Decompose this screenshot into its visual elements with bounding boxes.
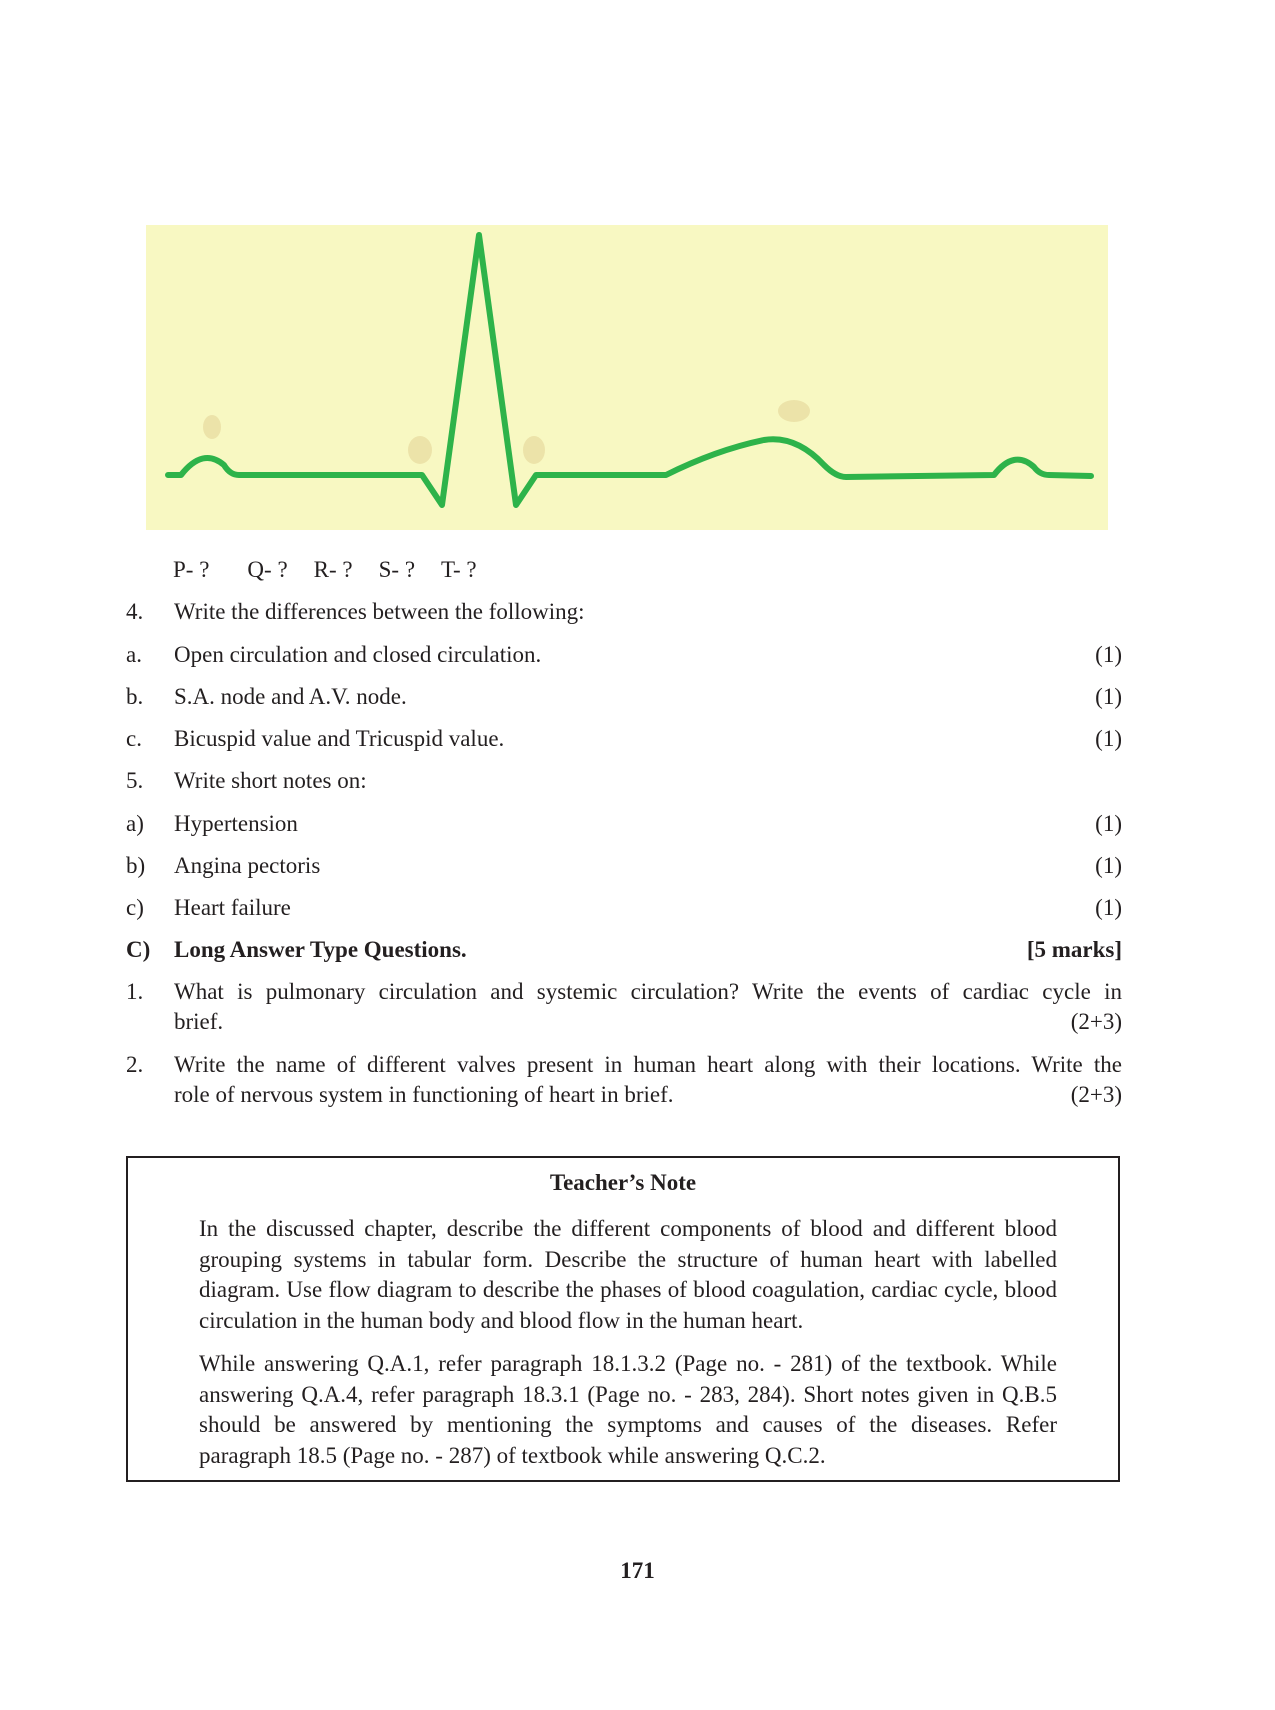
item-marks: (1) <box>1095 895 1122 920</box>
section-title: Long Answer Type Questions. <box>174 937 467 962</box>
p-marker-icon <box>203 415 221 439</box>
question-line-2 <box>174 1080 1122 1110</box>
question-line-2-text: brief. <box>174 1009 224 1034</box>
question-marks: (2+3) <box>1070 1009 1122 1034</box>
ecg-trace <box>168 235 1091 505</box>
label-s: S- ? <box>378 557 416 582</box>
item-number: b. <box>126 684 144 709</box>
s-marker-icon <box>523 436 545 464</box>
item-number: b) <box>126 853 146 878</box>
ecg-waveform-icon <box>146 225 1108 530</box>
question-number: 2. <box>126 1052 144 1077</box>
item-text: Open circulation and closed circulation. <box>174 642 542 667</box>
teachers-note-box <box>126 1156 1120 1482</box>
question-text: Write the differences between the following: <box>174 599 585 624</box>
item-marks: (1) <box>1095 853 1122 878</box>
wave-labels <box>173 556 477 584</box>
question-number: 4. <box>126 599 144 624</box>
teachers-note-paragraph-1: In the discussed chapter, describe the different components of blood and different blood grouping systems in tabular form. Describe the structure of human heart with labelled diagram. Use flow diagram to describe the phases of blood coagulation, cardiac cycle, blood circulation in the human body and blood flow in the human heart. <box>199 1216 1057 1333</box>
question-number: 5. <box>126 768 144 793</box>
item-number: a. <box>126 642 142 667</box>
item-number: c) <box>126 895 144 920</box>
section-marks: [5 marks] <box>1026 937 1122 962</box>
label-q: Q- ? <box>247 557 288 582</box>
question-line-1: Write the name of different valves present in human heart along with their locations. Write the <box>174 1052 1122 1077</box>
item-text: S.A. node and A.V. node. <box>174 684 407 709</box>
label-t: T- ? <box>441 557 477 582</box>
question-line-1: What is pulmonary circulation and systemic circulation? Write the events of cardiac cycle in <box>174 979 1122 1004</box>
q-marker-icon <box>408 436 432 464</box>
label-p: P- ? <box>173 557 210 582</box>
item-text: Angina pectoris <box>174 853 321 878</box>
teachers-note-title: Teacher’s Note <box>549 1170 697 1195</box>
item-number: c. <box>126 726 142 751</box>
ecg-figure <box>146 225 1108 530</box>
question-line-2-text: role of nervous system in functioning of heart in brief. <box>174 1082 674 1107</box>
item-number: a) <box>126 811 144 836</box>
question-text: Write short notes on: <box>174 768 367 793</box>
item-marks: (1) <box>1095 642 1122 667</box>
question-number: 1. <box>126 979 144 1004</box>
label-r: R- ? <box>313 557 353 582</box>
section-number: C) <box>126 937 151 962</box>
t-marker-icon <box>778 400 810 422</box>
item-text: Bicuspid value and Tricuspid value. <box>174 726 505 751</box>
teachers-note-paragraph-2: While answering Q.A.1, refer paragraph 18.1.3.2 (Page no. - 281) of the textbook. While answering Q.A.4, refer paragraph 18.3.1 (Page no. - 283, 284). Short notes given in Q.B.5 should be answered by mentioning the symptoms and causes of the diseases. Refer paragraph 18.5 (Page no. - 287) of textbook while answering Q.C.2. <box>199 1351 1057 1468</box>
question-line-2 <box>174 1007 1122 1037</box>
item-marks: (1) <box>1095 684 1122 709</box>
item-marks: (1) <box>1095 811 1122 836</box>
page-number: 171 <box>620 1558 655 1583</box>
item-marks: (1) <box>1095 726 1122 751</box>
question-marks: (2+3) <box>1070 1082 1122 1107</box>
item-text: Heart failure <box>174 895 291 920</box>
item-text: Hypertension <box>174 811 298 836</box>
